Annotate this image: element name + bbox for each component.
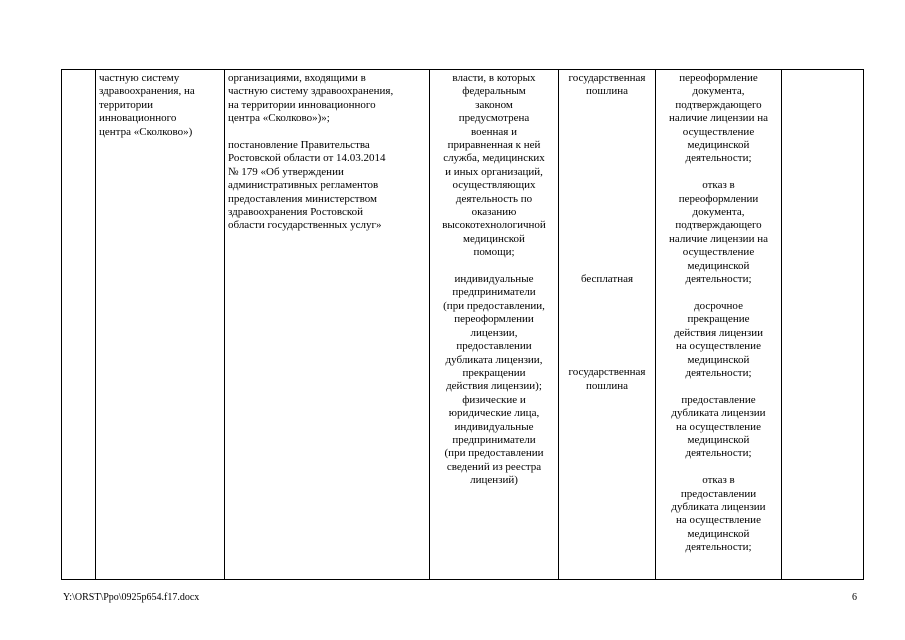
payment-paragraph-3: государственная пошлина (568, 366, 646, 392)
footer-file-path: Y:\ORST\Ppo\0925p654.f17.docx (63, 592, 200, 603)
services-table (61, 69, 864, 580)
last-cell (782, 70, 864, 580)
payment-paragraph-1: государственная пошлина (568, 72, 646, 98)
applicants-cell (430, 70, 559, 580)
legal-basis-paragraph-2: постановление Правительства Ростовской области от 14.03.2014 № 179 «Об утверждении административных регламентов предоставления министерством здравоохранения Ростовской области государственных услуг» (228, 139, 386, 232)
footer-page-number: 6 (852, 592, 857, 603)
recipients-cell (96, 70, 225, 580)
applicants-paragraph-2: индивидуальные предприниматели (при предоставлении, переоформлении лицензии, предоставлении дубликата лицензии, прекращении действия лицензии); физические и юридические лица, индивидуальные предприниматели (при предоставлении сведений из реестра лицензий) (443, 273, 545, 487)
legal-basis-cell (225, 70, 430, 580)
result-paragraph-2: отказ в переоформлении документа, подтверждающего наличие лицензии на осуществление медицинской деятельности; (669, 179, 768, 286)
payment-cell (559, 70, 656, 580)
table-row (62, 70, 864, 580)
legal-basis-paragraph-1: организациями, входящими в частную систему здравоохранения, на территории инновационного центра «Сколково»)»; (228, 72, 394, 125)
result-paragraph-5: отказ в предоставлении дубликата лицензии на осуществление медицинской деятельности; (671, 474, 766, 554)
applicants-paragraph-1: власти, в которых федеральным законом предусмотрена военная и приравненная к ней служба, медицинских и иных организаций, осуществляющих деятельность по оказанию высокотехнологичной медицинской помощи; (442, 72, 546, 259)
result-paragraph-3: досрочное прекращение действия лицензии на осуществление медицинской деятельности; (673, 299, 764, 379)
recipients-text: частную систему здравоохранения, на территории инновационного центра «Сколково») (99, 72, 195, 138)
payment-paragraph-2: бесплатная (580, 272, 634, 285)
result-paragraph-4: предоставление дубликата лицензии на осуществление медицинской деятельности; (671, 393, 766, 460)
result-cell (656, 70, 782, 580)
result-paragraph-1: переоформление документа, подтверждающего наличие лицензии на осуществление медицинской деятельности; (669, 72, 768, 165)
number-cell (62, 70, 96, 580)
